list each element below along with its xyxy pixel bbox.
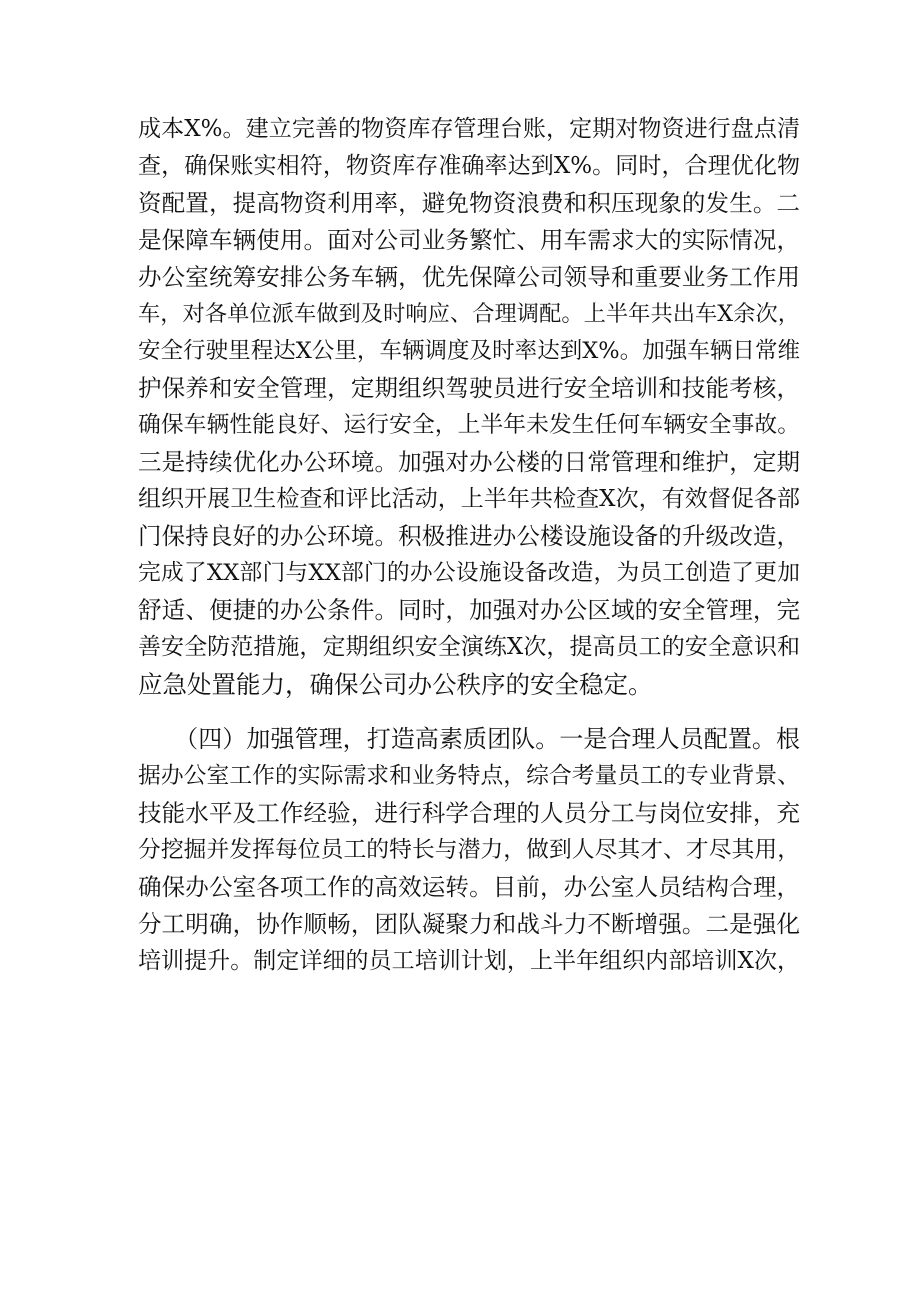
text-line: 分工明确，协作顺畅，团队凝聚力和战斗力不断增强。二是强化 bbox=[138, 910, 800, 938]
text-line: 完成了XX部门与XX部门的办公设施设备改造，为员工创造了更加 bbox=[138, 560, 800, 586]
section-four-heading-line: （四）加强管理，打造高素质团队。一是合理人员配置。根 bbox=[138, 725, 800, 753]
text-line: 确保办公室各项工作的高效运转。目前，办公室人员结构合理， bbox=[138, 873, 800, 901]
text-line: 安全行驶里程达X公里，车辆调度及时率达到X%。加强车辆日常维 bbox=[138, 338, 800, 364]
text-line: 技能水平及工作经验，进行科学合理的人员分工与岗位安排，充 bbox=[138, 799, 800, 827]
text-line: 舒适、便捷的办公条件。同时，加强对办公区域的安全管理，完 bbox=[138, 596, 800, 624]
text-line: 办公室统筹安排公务车辆，优先保障公司领导和重要业务工作用 bbox=[138, 263, 800, 291]
text-line: 资配置，提高物资利用率，避免物资浪费和积压现象的发生。二 bbox=[138, 189, 800, 217]
text-line: 护保养和安全管理，定期组织驾驶员进行安全培训和技能考核， bbox=[138, 374, 800, 402]
text-line: 三是持续优化办公环境。加强对办公楼的日常管理和维护，定期 bbox=[138, 448, 800, 476]
text-line-paragraph-end: 应急处置能力，确保公司办公秩序的安全稳定。 bbox=[138, 670, 653, 699]
text-line: 培训提升。制定详细的员工培训计划，上半年组织内部培训X次， bbox=[138, 948, 800, 974]
text-line: 是保障车辆使用。面对公司业务繁忙、用车需求大的实际情况， bbox=[138, 226, 800, 254]
text-line: 门保持良好的办公环境。积极推进办公楼设施设备的升级改造， bbox=[138, 522, 800, 550]
text-line: 分挖掘并发挥每位员工的特长与潜力，做到人尽其才、才尽其用， bbox=[138, 837, 800, 863]
text-line: 查，确保账实相符，物资库存准确率达到X%。同时，合理优化物 bbox=[138, 153, 800, 179]
text-line: 组织开展卫生检查和评比活动，上半年共检查X次，有效督促各部 bbox=[138, 486, 800, 512]
text-line: 成本X%。建立完善的物资库存管理台账，定期对物资进行盘点清 bbox=[138, 116, 800, 142]
text-line: 车，对各单位派车做到及时响应、合理调配。上半年共出车X余次， bbox=[138, 301, 800, 327]
text-line: 善安全防范措施，定期组织安全演练X次，提高员工的安全意识和 bbox=[138, 634, 800, 660]
text-line: 据办公室工作的实际需求和业务特点，综合考量员工的专业背景、 bbox=[138, 763, 800, 789]
body-text bbox=[138, 111, 800, 980]
text-line: 确保车辆性能良好、运行安全，上半年未发生任何车辆安全事故。 bbox=[138, 412, 800, 438]
